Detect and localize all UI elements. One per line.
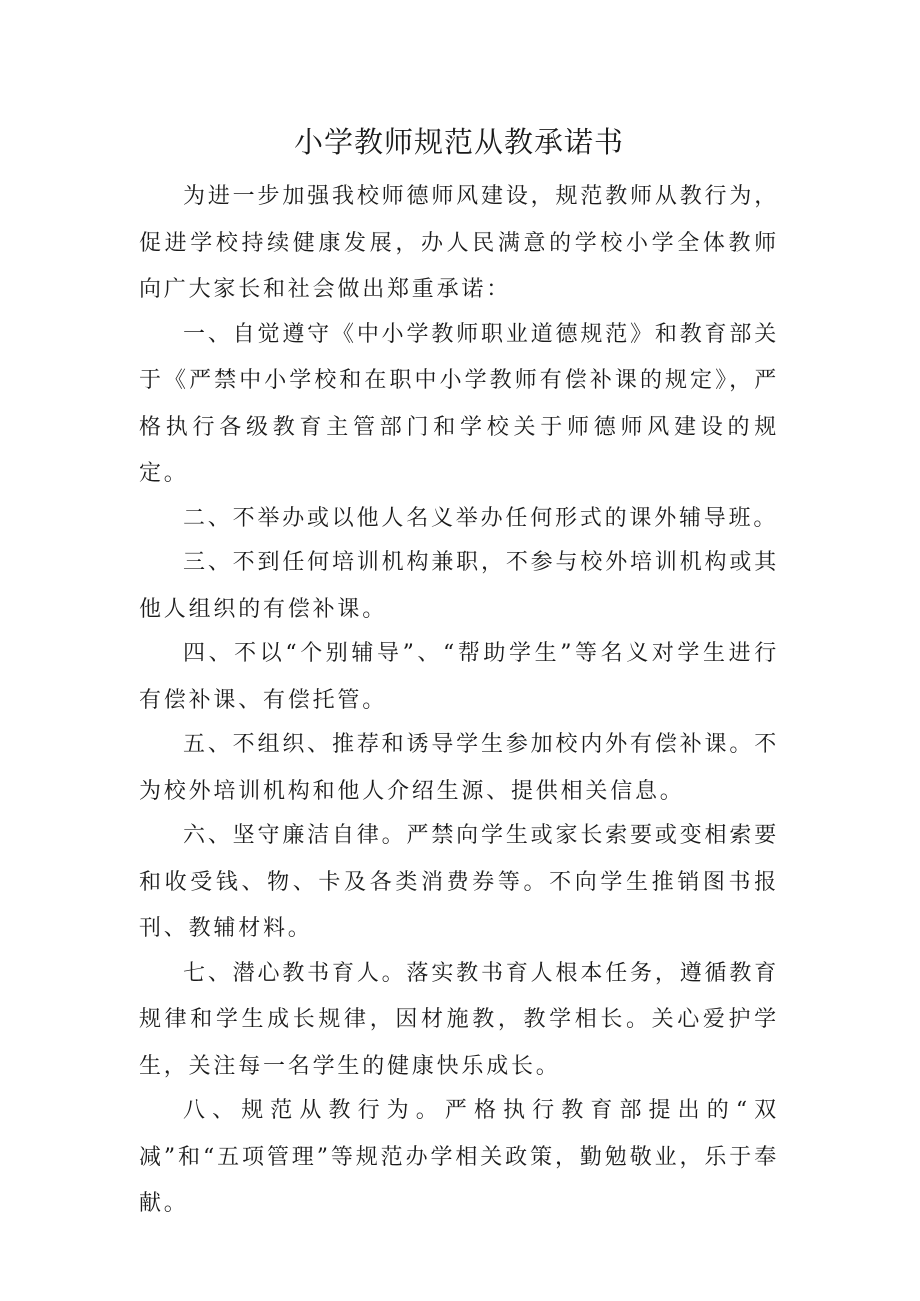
commitment-item-5: 五、不组织、推荐和诱导学生参加校内外有偿补课。不为校外培训机构和他人介绍生源、提供相关信息。 [139,732,779,804]
document-page [139,118,779,1226]
intro-paragraph: 为进一步加强我校师德师风建设，规范教师从教行为，促进学校持续健康发展，办人民满意的学校小学全体教师向广大家长和社会做出郑重承诺： [139,184,779,302]
commitment-item-3: 三、不到任何培训机构兼职，不参与校外培训机构或其他人组织的有偿补课。 [139,550,779,622]
document-title: 小学教师规范从教承诺书 [293,125,624,159]
commitment-item-4: 四、不以“个别辅导”、“帮助学生”等名义对学生进行有偿补课、有偿托管。 [139,641,779,713]
commitment-item-7: 七、潜心教书育人。落实教书育人根本任务，遵循教育规律和学生成长规律，因材施教，教学相长。关心爱护学生，关注每一名学生的健康快乐成长。 [139,960,779,1079]
commitment-item-6: 六、坚守廉洁自律。严禁向学生或家长索要或变相索要和收受钱、物、卡及各类消费券等。不向学生推销图书报刊、教辅材料。 [139,823,779,941]
commitment-item-8: 八、规范从教行为。严格执行教育部提出的“双减”和“五项管理”等规范办学相关政策，勤勉敬业，乐于奉献。 [139,1098,779,1216]
commitment-item-1: 一、自觉遵守《中小学教师职业道德规范》和教育部关于《严禁中小学校和在职中小学教师有偿补课的规定》，严格执行各级教育主管部门和学校关于师德师风建设的规定。 [139,321,779,486]
commitment-item-2: 二、不举办或以他人名义举办任何形式的课外辅导班。 [183,505,779,531]
